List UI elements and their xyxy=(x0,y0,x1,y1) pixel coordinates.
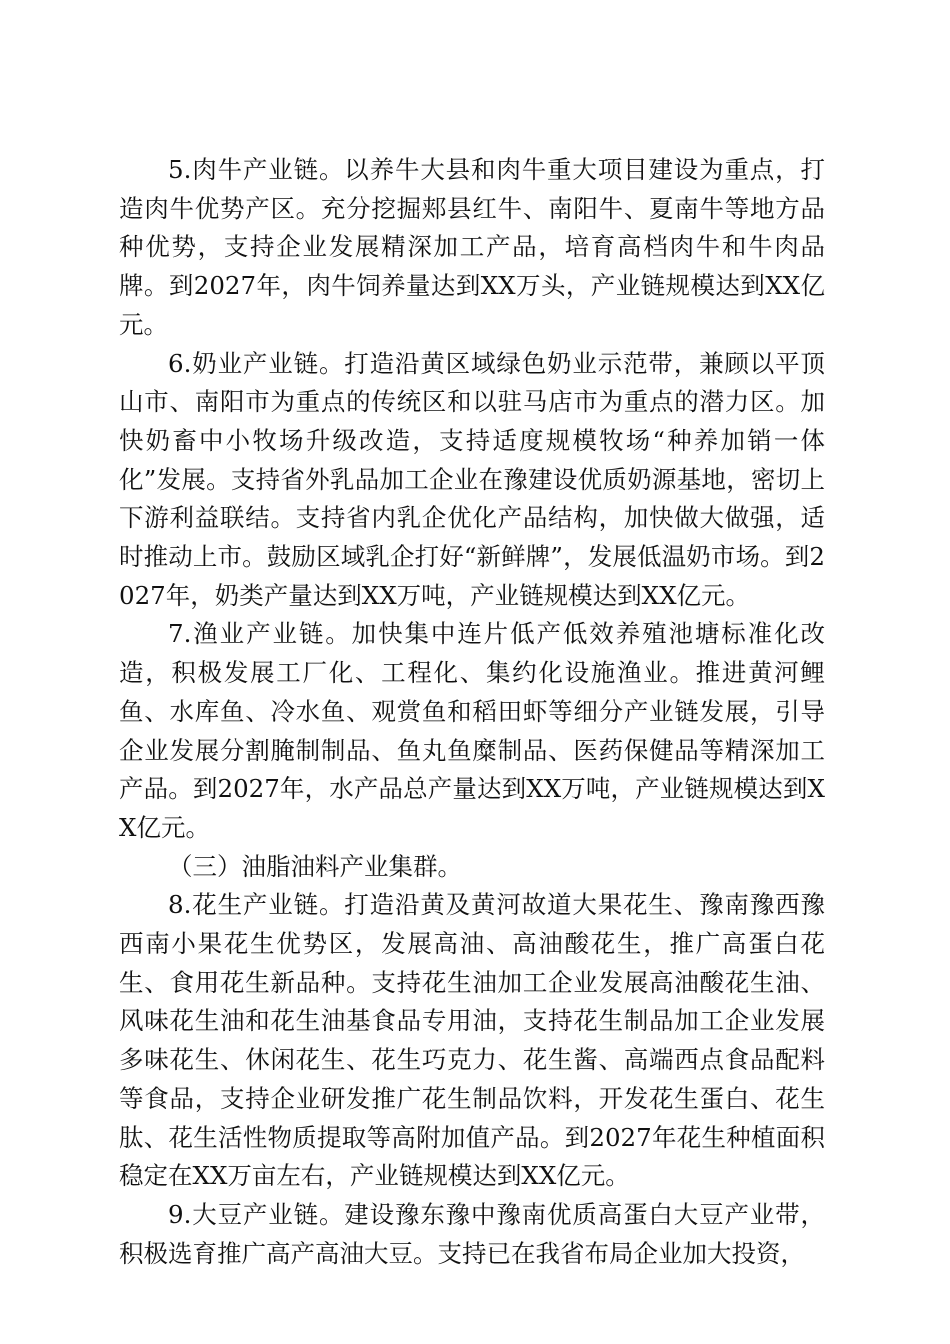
paragraph-dairy: 6.奶业产业链。打造沿黄区域绿色奶业示范带，兼顾以平顶山市、南阳市为重点的传统区和以驻马店市为重点的潜力区。加快奶畜中小牧场升级改造，支持适度规模牧场“种养加销一体化”发展。支持省外乳品加工企业在豫建设优质奶源基地，密切上下游利益联结。支持省内乳企优化产品结构，加快做大做强，适时推动上市。鼓励区域乳企打好“新鲜牌”，发展低温奶市场。到2027年，奶类产量达到XX万吨，产业链规模达到XX亿元。 xyxy=(119,348,825,610)
paragraph-fishery: 7.渔业产业链。加快集中连片低产低效养殖池塘标准化改造，积极发展工厂化、工程化、集约化设施渔业。推进黄河鲤鱼、水库鱼、冷水鱼、观赏鱼和稻田虾等细分产业链发展，引导企业发展分割腌制制品、鱼丸鱼糜制品、医药保健品等精深加工产品。到2027年，水产品总产量达到XX万吨，产业链规模达到XX亿元。 xyxy=(119,619,825,842)
paragraph-beef-cattle: 5.肉牛产业链。以养牛大县和肉牛重大项目建设为重点，打造肉牛优势产区。充分挖掘郏县红牛、南阳牛、夏南牛等地方品种优势，支持企业发展精深加工产品，培育高档肉牛和牛肉品牌。到2027年，肉牛饲养量达到XX万头，产业链规模达到XX亿元。 xyxy=(119,155,825,339)
paragraph-peanut: 8.花生产业链。打造沿黄及黄河故道大果花生、豫南豫西豫西南小果花生优势区，发展高油、高油酸花生，推广高蛋白花生、食用花生新品种。支持花生油加工企业发展高油酸花生油、风味花生油和花生油基食品专用油，支持花生制品加工企业发展多味花生、休闲花生、花生巧克力、花生酱、高端西点食品配料等食品，支持企业研发推广花生制品饮料，开发花生蛋白、花生肽、花生活性物质提取等高附加值产品。到2027年花生种植面积稳定在XX万亩左右，产业链规模达到XX亿元。 xyxy=(119,890,825,1191)
section-heading: （三）油脂油料产业集群。 xyxy=(168,851,462,881)
paragraph-soybean: 9.大豆产业链。建设豫东豫中豫南优质高蛋白大豆产业带，积极选育推广高产高油大豆。支持已在我省布局企业加大投资， xyxy=(119,1199,825,1268)
document-body xyxy=(119,151,825,1273)
